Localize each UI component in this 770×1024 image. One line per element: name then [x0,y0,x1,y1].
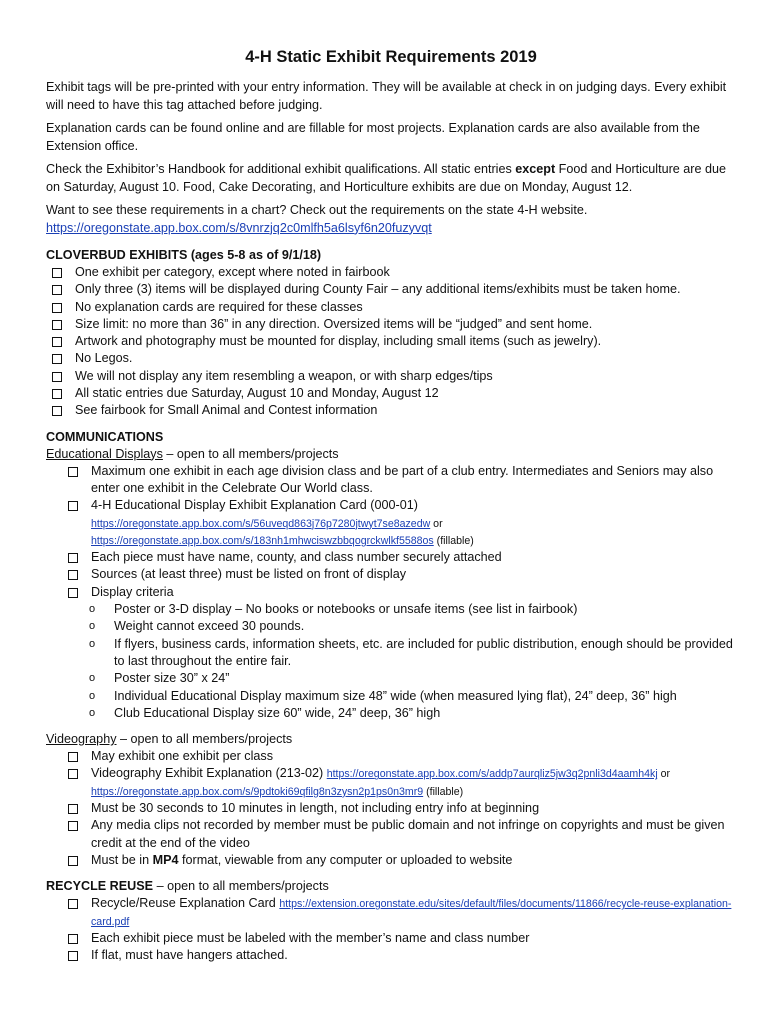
intro-paragraph-chart: Want to see these requirements in a chart? Check out the requirements on the state 4-H website. https://oregonstate.app.box.com/s/8vnrzjq2c0mlfh5a6lsyf6n20fuzyvqt [46,203,588,235]
list-item: One exhibit per category, except where noted in fairbook [46,264,736,281]
list-item: No Legos. [46,350,736,367]
educational-card-fillable-link[interactable]: https://oregonstate.app.box.com/s/183nh1mhwciswzbbqogrckwlkf5588os [91,534,434,547]
list-item: Only three (3) items will be displayed during County Fair – any additional items/exhibits must be taken home. [46,281,736,298]
cloverbud-title: CLOVERBUD EXHIBITS (ages 5-8 as of 9/1/18) [46,248,322,262]
checkbox-icon [68,570,78,580]
bullet-icon: o [89,620,96,633]
checkbox-icon [68,934,78,944]
checkbox-icon [68,467,78,477]
bullet-icon: o [89,706,96,719]
checkbox-icon [68,821,78,831]
recycle-reuse-list [46,895,736,964]
checkbox-icon [68,769,78,779]
display-criteria-list [46,601,736,722]
cloverbud-list [46,264,736,420]
checkbox-icon [52,372,62,382]
checkbox-icon [68,899,78,909]
list-item: o Poster size 30” x 24” [46,670,736,687]
educational-displays-heading: Educational Displays – open to all members/projects [46,446,339,461]
checkbox-icon [68,588,78,598]
list-item: No explanation cards are required for these classes [46,299,736,316]
checkbox-icon [52,268,62,278]
videography-card-fillable-link[interactable]: https://oregonstate.app.box.com/s/9pdtoki69qfilg8n3zysn2p1ps0n3mr9 [91,785,424,798]
checkbox-icon [52,303,62,313]
list-item: Must be 30 seconds to 10 minutes in length, not including entry info at beginning [46,800,736,817]
intro-paragraph-tags: Exhibit tags will be pre-printed with your entry information. They will be available at check in on judging days. Every exhibit will need to have this tag attached before judging. [46,80,727,112]
checkbox-icon [68,752,78,762]
checkbox-icon [68,804,78,814]
list-item: Must be in MP4 format, viewable from any computer or uploaded to website [46,852,736,869]
list-item: If flat, must have hangers attached. [46,947,736,964]
list-item: Size limit: no more than 36” in any direction. Oversized items will be “judged” and sent home. [46,316,736,333]
list-item: Videography Exhibit Explanation (213-02) https://oregonstate.app.box.com/s/addp7aurqliz5jw3q2pnli3d4aamh4kj or https://oregonstate.app.box.com/s/9pdtoki69qfilg8n3zysn2p1ps0n3mr9 (fillable) [46,765,736,800]
list-item: o Weight cannot exceed 30 pounds. [46,618,736,635]
list-item: o If flyers, business cards, information sheets, etc. are included for public distribution, enough should be provided to last throughout the entire fair. [89,636,733,668]
educational-displays-list [46,463,736,601]
checkbox-icon [68,856,78,866]
videography-card-link[interactable]: https://oregonstate.app.box.com/s/addp7aurqliz5jw3q2pnli3d4aamh4kj [326,768,658,781]
list-item: May exhibit one exhibit per class [46,748,736,765]
list-item: Recycle/Reuse Explanation Card https://extension.oregonstate.edu/sites/default/files/documents/11866/recycle-reuse-explanation-card.pdf [46,895,736,930]
list-item: o Poster or 3-D display – No books or notebooks or unsafe items (see list in fairbook) [46,601,736,618]
list-item: Display criteria [46,584,736,601]
checkbox-icon [52,285,62,295]
page-title: 4-H Static Exhibit Requirements 2019 [245,48,537,66]
list-item: Sources (at least three) must be listed on front of display [46,566,736,583]
chart-link[interactable]: https://oregonstate.app.box.com/s/8vnrzjq2c0mlfh5a6lsyf6n20fuzyvqt [46,220,432,235]
checkbox-icon [68,553,78,563]
intro-paragraph-handbook: Check the Exhibitor’s Handbook for additional exhibit qualifications. All static entries except Food and Horticulture are due on Saturday, August 10. Food, Cake Decorating, and Horticulture exhibits are due on Monday, August 12. [46,162,726,194]
bullet-icon: o [89,672,96,685]
checkbox-icon [68,951,78,961]
bullet-icon: o [89,603,96,616]
checkbox-icon [68,501,78,511]
videography-heading: Videography – open to all members/projects [46,732,293,747]
list-item: 4-H Educational Display Exhibit Explanation Card (000-01) https://oregonstate.app.box.com/s/56uveqd863j76p7280jtwyt7se8azedw or https://oregonstate.app.box.com/s/183nh1mhwciswzbbqogrckwlkf5588os (fillable) [46,497,736,549]
intro-paragraph-cards: Explanation cards can be found online and are fillable for most projects. Explanation cards are also available from the Extension office. [46,121,700,153]
checkbox-icon [52,354,62,364]
checkbox-icon [52,389,62,399]
document-page [46,48,736,964]
list-item: Each exhibit piece must be labeled with the member’s name and class number [46,930,736,947]
list-item: Maximum one exhibit in each age division class and be part of a club entry. Intermediates and Seniors may also enter one exhibit in the Celebrate Our World class. [46,463,736,498]
bullet-icon: o [89,689,96,702]
bullet-icon: o [89,637,96,650]
list-item: Any media clips not recorded by member must be public domain and not infringe on copyrights and must be given credit at the end of the video [46,817,736,852]
videography-list [46,748,736,869]
list-item: See fairbook for Small Animal and Contest information [46,402,736,419]
communications-title: COMMUNICATIONS [46,429,164,444]
list-item: We will not display any item resembling a weapon, or with sharp edges/tips [46,368,736,385]
list-item: o Individual Educational Display maximum size 48” wide (when measured lying flat), 24” deep, 36” high [46,688,736,705]
recycle-reuse-heading: RECYCLE REUSE – open to all members/projects [46,879,329,894]
list-item: All static entries due Saturday, August 10 and Monday, August 12 [46,385,736,402]
list-item: o Club Educational Display size 60” wide, 24” deep, 36” high [46,705,736,722]
list-item: Each piece must have name, county, and class number securely attached [46,549,736,566]
educational-card-link[interactable]: https://oregonstate.app.box.com/s/56uveqd863j76p7280jtwyt7se8azedw [91,517,431,530]
recycle-card-link[interactable]: https://extension.oregonstate.edu/sites/default/files/documents/11866/recycle-reuse-explanation-card.pdf [91,898,732,928]
checkbox-icon [52,337,62,347]
list-item: Artwork and photography must be mounted for display, including small items (such as jewelry). [46,333,736,350]
checkbox-icon [52,406,62,416]
checkbox-icon [52,320,62,330]
